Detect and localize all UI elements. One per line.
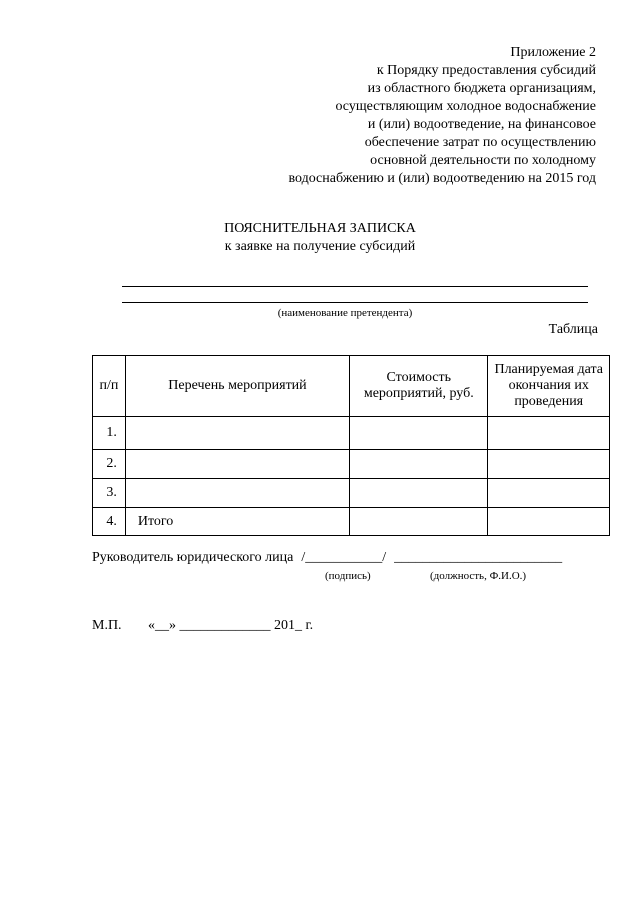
title-main: ПОЯСНИТЕЛЬНАЯ ЗАПИСКА [224,221,416,236]
signature-label: Руководитель юридического лица [92,550,294,565]
row-list [125,417,349,450]
date-slot: «__» _____________ 201_ г. [148,618,314,633]
row-date [488,450,610,479]
table-header-row [93,356,610,417]
header-list: Перечень мероприятий [125,356,349,417]
row-list [125,450,349,479]
stamp-placeholder: М.П. [92,618,122,633]
position-slot: ________________________ [394,550,563,565]
table-row-total [93,508,610,536]
header-cost: Стоимость мероприятий, руб. [350,356,488,417]
row-date [488,508,610,536]
appendix-line: к Порядку предоставления субсидий [376,63,596,78]
row-cost [350,450,488,479]
appendix-reference [288,44,596,188]
signature-line [92,549,562,567]
table-label: Таблица [548,322,598,337]
row-cost [350,417,488,450]
works-table [92,355,610,536]
row-date [488,417,610,450]
appendix-line: и (или) водоотведение, на финансовое [367,117,596,132]
appendix-line: осуществляющим холодное водоснабжение [335,99,596,114]
applicant-caption: (наименование претендента) [277,307,413,319]
applicant-fill-line [122,286,588,287]
header-num: п/п [93,356,126,417]
document-title [0,220,640,256]
table-row [93,450,610,479]
table-row [93,479,610,508]
row-num: 2. [93,450,126,479]
appendix-line: обеспечение затрат по осуществлению [364,135,596,150]
position-caption: (должность, Ф.И.О.) [430,570,527,582]
header-date: Планируемая дата окончания их проведения [488,356,610,417]
appendix-line: основной деятельности по холодному [370,153,596,168]
signature-caption: (подпись) [325,570,371,582]
appendix-line: Приложение 2 [510,45,596,60]
row-date [488,479,610,508]
row-cost [350,508,488,536]
row-cost [350,479,488,508]
title-sub: к заявке на получение субсидий [224,239,416,254]
row-num: 4. [93,508,126,536]
signature-slot: /___________/ [301,550,387,565]
row-total-label: Итого [125,508,349,536]
applicant-fill-line [122,302,588,303]
stamp-date-line [92,617,313,635]
table-row [93,417,610,450]
row-list [125,479,349,508]
appendix-line: водоснабжению и (или) водоотведению на 2015 год [288,171,596,186]
row-num: 1. [93,417,126,450]
appendix-line: из областного бюджета организациям, [367,81,596,96]
row-num: 3. [93,479,126,508]
